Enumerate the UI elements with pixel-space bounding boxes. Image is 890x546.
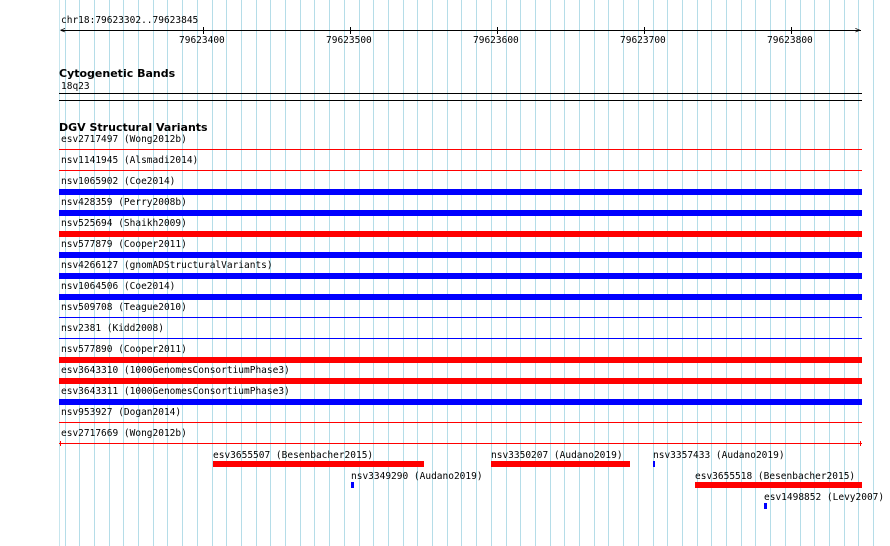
row-end-tick: [60, 441, 61, 446]
dgv-row-bar[interactable]: [59, 399, 862, 405]
dgv-row-label[interactable]: nsv1141945 (Alsmadi2014): [61, 155, 199, 166]
dgv-row-label[interactable]: nsv953927 (Dogan2014): [61, 407, 182, 418]
dgv-row-label[interactable]: nsv577879 (Cooper2011): [61, 239, 187, 250]
feature-label[interactable]: esv1498852 (Levy2007): [764, 492, 885, 503]
dgv-row-line[interactable]: [59, 443, 862, 444]
dgv-row-label[interactable]: esv3643310 (1000GenomesConsortiumPhase3): [61, 365, 290, 376]
ruler-left-arrow-icon: <: [60, 26, 66, 36]
dgv-row-label[interactable]: nsv428359 (Perry2008b): [61, 197, 187, 208]
dgv-row-bar[interactable]: [59, 378, 862, 384]
feature-label[interactable]: nsv3357433 (Audano2019): [653, 450, 785, 461]
feature-bar[interactable]: [764, 503, 767, 509]
track-divider: [59, 100, 862, 101]
ruler-tick: [203, 27, 204, 34]
ruler-tick: [350, 27, 351, 34]
ruler-location: chr18:79623302..79623845: [61, 15, 199, 26]
ruler-tick-label: 79623700: [620, 35, 666, 46]
dgv-row-line[interactable]: [59, 149, 862, 150]
dgv-row-label[interactable]: nsv577890 (Cooper2011): [61, 344, 187, 355]
ruler-tick-label: 79623400: [179, 35, 225, 46]
dgv-row-line[interactable]: [59, 170, 862, 171]
feature-bar[interactable]: [653, 461, 655, 467]
ruler-axis: [61, 30, 861, 31]
dgv-row-label[interactable]: nsv1064506 (Coe2014): [61, 281, 176, 292]
feature-bar[interactable]: [491, 461, 630, 467]
dgv-row-label[interactable]: nsv4266127 (gnomADStructuralVariants): [61, 260, 273, 271]
feature-label[interactable]: esv3655518 (Besenbacher2015): [695, 471, 856, 482]
cytoband-track-title[interactable]: Cytogenetic Bands: [59, 67, 176, 80]
ruler-tick-label: 79623800: [767, 35, 813, 46]
ruler-tick-label: 79623600: [473, 35, 519, 46]
dgv-row-label[interactable]: esv2717669 (Wong2012b): [61, 428, 187, 439]
dgv-row-line[interactable]: [59, 338, 862, 339]
ruler-tick: [644, 27, 645, 34]
grid-line: [873, 0, 874, 546]
ruler-tick: [497, 27, 498, 34]
dgv-row-bar[interactable]: [59, 273, 862, 279]
dgv-row-label[interactable]: nsv525694 (Shaikh2009): [61, 218, 187, 229]
ruler-tick: [791, 27, 792, 34]
dgv-row-label[interactable]: nsv509708 (Teague2010): [61, 302, 187, 313]
feature-label[interactable]: esv3655507 (Besenbacher2015): [213, 450, 374, 461]
cytoband-label[interactable]: 18q23: [61, 81, 90, 92]
dgv-row-label[interactable]: esv3643311 (1000GenomesConsortiumPhase3): [61, 386, 290, 397]
dgv-row-bar[interactable]: [59, 252, 862, 258]
ruler-right-arrow-icon: >: [855, 26, 861, 36]
feature-bar[interactable]: [213, 461, 424, 467]
dgv-row-label[interactable]: nsv2381 (Kidd2008): [61, 323, 164, 334]
dgv-row-bar[interactable]: [59, 294, 862, 300]
dgv-row-bar[interactable]: [59, 210, 862, 216]
cytoband-bar[interactable]: [59, 93, 862, 94]
dgv-row-bar[interactable]: [59, 231, 862, 237]
dgv-track-title[interactable]: DGV Structural Variants: [59, 121, 208, 134]
dgv-row-line[interactable]: [59, 422, 862, 423]
feature-bar[interactable]: [695, 482, 862, 488]
dgv-row-bar[interactable]: [59, 189, 862, 195]
ruler-tick-label: 79623500: [326, 35, 372, 46]
dgv-row-bar[interactable]: [59, 357, 862, 363]
feature-label[interactable]: nsv3350207 (Audano2019): [491, 450, 623, 461]
dgv-row-label[interactable]: nsv1065902 (Coe2014): [61, 176, 176, 187]
feature-bar[interactable]: [351, 482, 354, 488]
row-end-tick: [860, 441, 861, 446]
feature-label[interactable]: nsv3349290 (Audano2019): [351, 471, 483, 482]
dgv-row-line[interactable]: [59, 317, 862, 318]
dgv-row-label[interactable]: esv2717497 (Wong2012b): [61, 134, 187, 145]
